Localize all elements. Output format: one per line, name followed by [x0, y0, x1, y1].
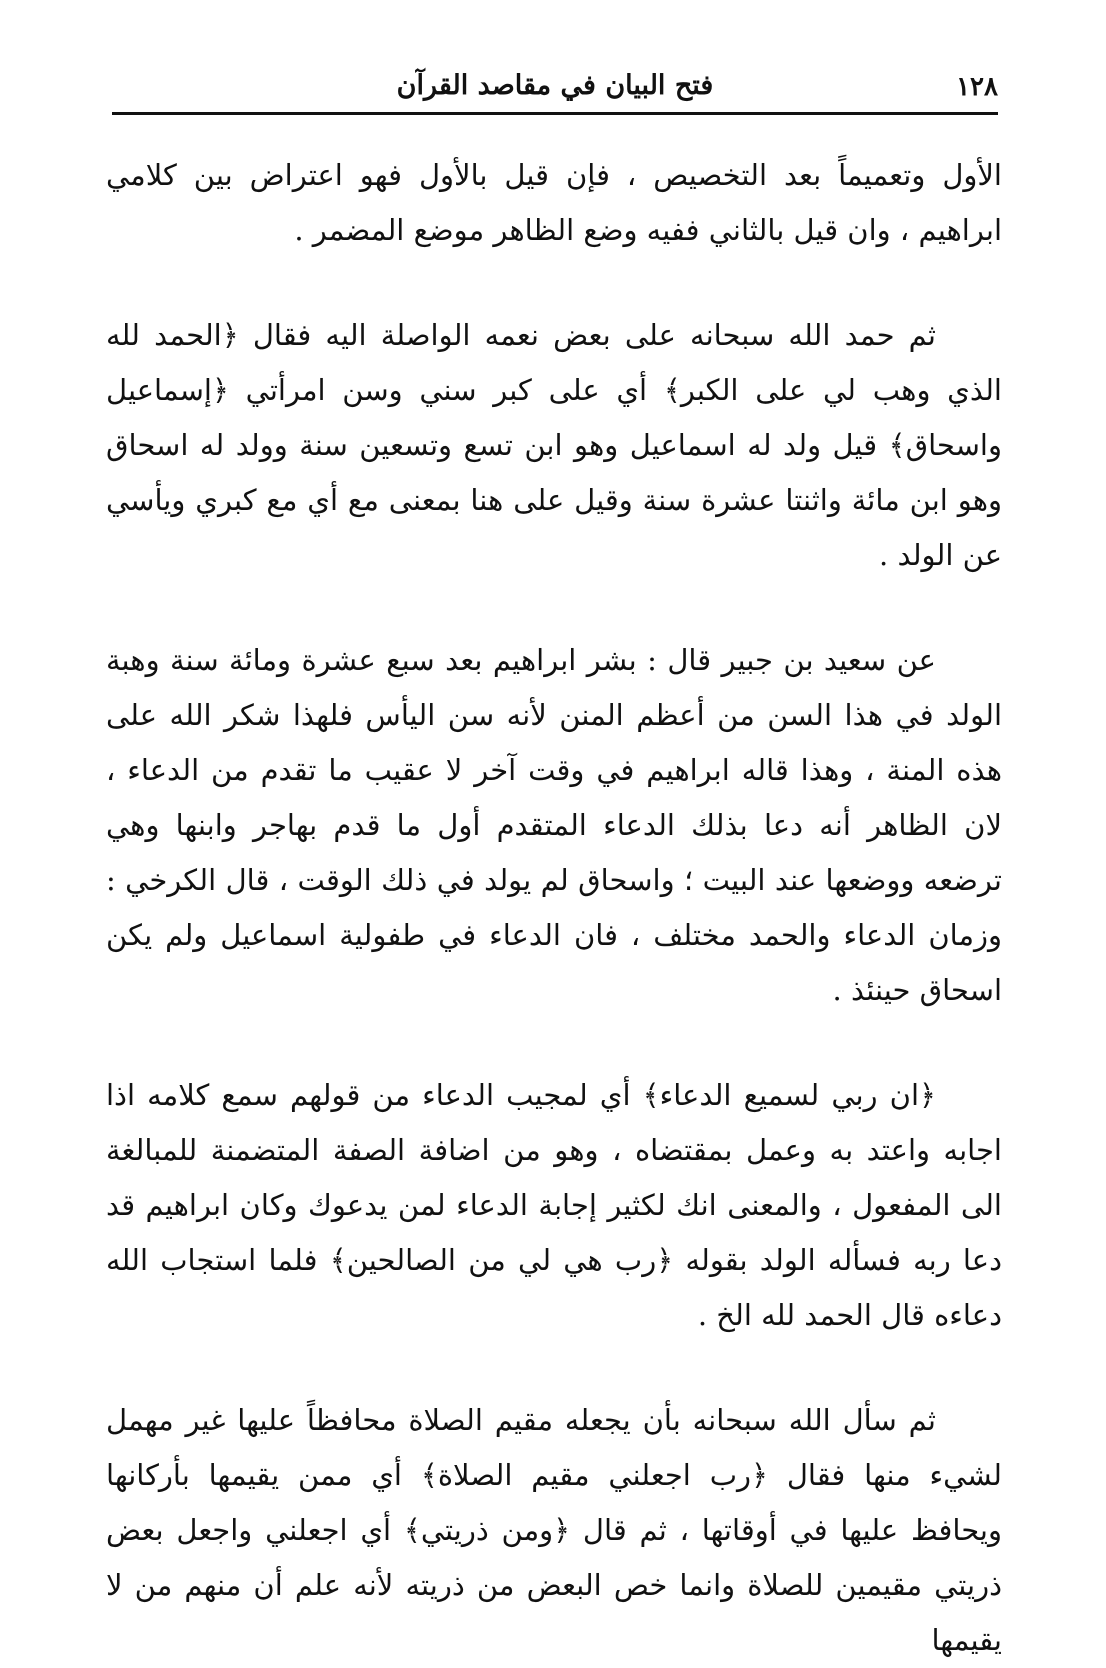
paragraph-gap: [106, 583, 1002, 633]
paragraph-gap: [106, 1018, 1002, 1068]
paragraph: الأول وتعميماً بعد التخصيص ، فإن قيل بالأول فهو اعتراض بين كلامي ابراهيم ، وان قيل بالثاني ففيه وضع الظاهر موضع المضمر .: [106, 158, 1002, 247]
page-body: [106, 148, 1002, 1668]
paragraph: ثم سأل الله سبحانه بأن يجعله مقيم الصلاة محافظاً عليها غير مهمل لشيء منها فقال ﴿رب اجعلني مقيم الصلاة﴾ أي ممن يقيمها بأركانها ويحافظ عليها في أوقاتها ، ثم قال ﴿ومن ذريتي﴾ أي اجعلني واجعل بعض ذريتي مقيمين للصلاة وانما خص البعض من ذريته لأنه علم أن منهم من لا يقيمها: [106, 1403, 1002, 1657]
header-title: فتح البيان في مقاصد القرآن: [396, 70, 714, 101]
paragraph-gap: [106, 1343, 1002, 1393]
running-header: [112, 66, 998, 115]
paragraph: عن سعيد بن جبير قال : بشر ابراهيم بعد سبع عشرة ومائة سنة وهبة الولد في هذا السن من أعظم المنن لأنه سن اليأس فلهذا شكر الله على هذه المنة ، وهذا قاله ابراهيم في وقت آخر لا عقيب ما تقدم من الدعاء ، لان الظاهر أنه دعا بذلك الدعاء المتقدم أول ما قدم بهاجر وابنها وهي ترضعه ووضعها عند البيت ؛ واسحاق لم يولد في ذلك الوقت ، قال الكرخي : وزمان الدعاء والحمد مختلف ، فان الدعاء في طفولية اسماعيل ولم يكن اسحاق حينئذ .: [106, 643, 1002, 1007]
page-number: ١٢٨: [956, 72, 998, 102]
paragraph: ثم حمد الله سبحانه على بعض نعمه الواصلة اليه فقال ﴿الحمد لله الذي وهب لي على الكبر﴾ أي على كبر سني وسن امرأتي ﴿إسماعيل واسحاق﴾ قيل ولد له اسماعيل وهو ابن تسع وتسعين سنة وولد له اسحاق وهو ابن مائة واثنتا عشرة سنة وقيل على هنا بمعنى مع أي مع كبري ويأسي عن الولد .: [106, 318, 1002, 572]
paragraph: ﴿ان ربي لسميع الدعاء﴾ أي لمجيب الدعاء من قولهم سمع كلامه اذا اجابه واعتد به وعمل بمقتضاه ، وهو من اضافة الصفة المتضمنة للمبالغة الى المفعول ، والمعنى انك لكثير إجابة الدعاء لمن يدعوك وكان ابراهيم قد دعا ربه فسأله الولد بقوله ﴿رب هي لي من الصالحين﴾ فلما استجاب الله دعاءه قال الحمد لله الخ .: [106, 1078, 1002, 1332]
paragraph-gap: [106, 258, 1002, 308]
